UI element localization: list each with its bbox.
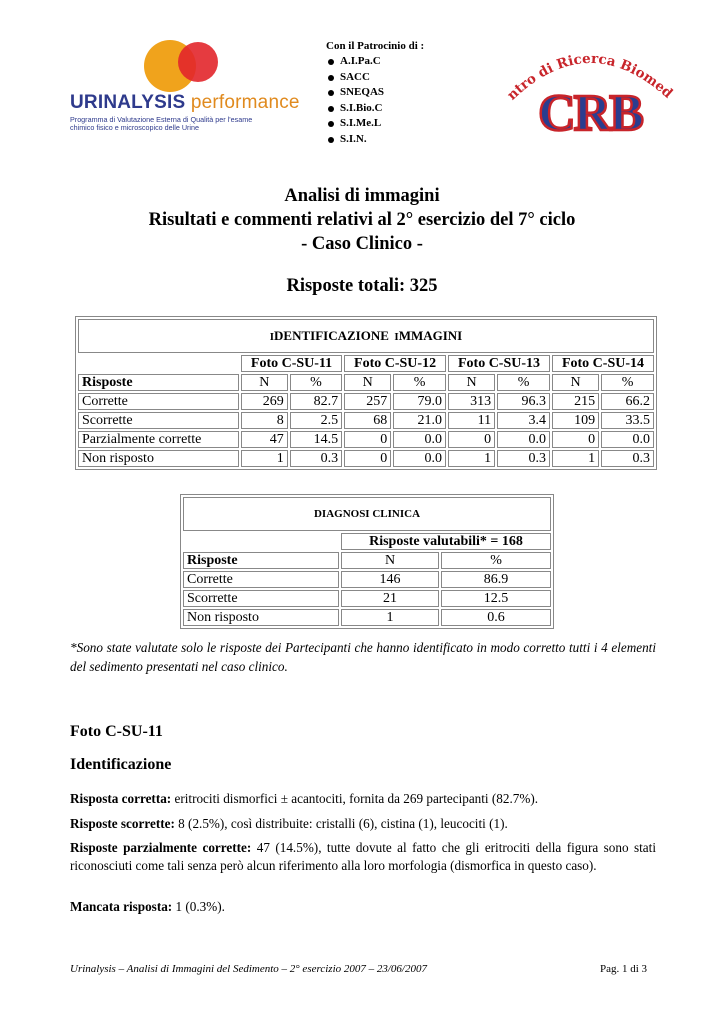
row-label: Scorrette xyxy=(78,412,239,429)
table-cell: 0.6 xyxy=(441,609,551,626)
identification-table xyxy=(75,316,657,470)
table-cell: 146 xyxy=(341,571,439,588)
table-cell: 0.0 xyxy=(497,431,550,448)
diagnosis-caption: DIAGNOSI CLINICA xyxy=(183,497,551,531)
table-cell: 313 xyxy=(448,393,495,410)
row-label: Corrette xyxy=(78,393,239,410)
table-row xyxy=(78,393,654,410)
table-cell: 0.0 xyxy=(393,450,446,467)
title-line-1: Analisi di immagini xyxy=(284,186,440,206)
table-cell: 66.2 xyxy=(601,393,654,410)
urinalysis-circles-icon xyxy=(118,38,238,94)
column-header: % xyxy=(441,552,551,569)
table-row xyxy=(78,412,654,429)
logo-subtitle: Programma di Valutazione Esterna di Qualità per l'esame chimico fisico e microscopico delle Urine xyxy=(70,115,253,132)
photo-header: Foto C-SU-12 xyxy=(344,355,446,372)
crb-arc-text: ntro di Ricerca Biomed xyxy=(505,50,675,104)
table-cell: 1 xyxy=(448,450,495,467)
missing-answer-label: Mancata risposta: xyxy=(70,899,173,914)
column-header: N xyxy=(448,374,495,391)
table-cell: 1 xyxy=(241,450,288,467)
table-cell: 82.7 xyxy=(290,393,342,410)
patron-item: A.I.Pa.C xyxy=(326,54,424,70)
table-cell: 96.3 xyxy=(497,393,550,410)
table-cell: 21.0 xyxy=(393,412,446,429)
identification-caption: IDENTIFICAZIONE IMMAGINI xyxy=(78,319,654,353)
column-header: % xyxy=(290,374,342,391)
table-cell: 8 xyxy=(241,412,288,429)
partial-answers-paragraph xyxy=(70,839,656,875)
column-header: Risposte xyxy=(183,552,339,569)
row-label: Non risposto xyxy=(183,609,339,626)
footer-left: Urinalysis – Analisi di Immagini del Sedimento – 2° esercizio 2007 – 23/06/2007 xyxy=(70,963,427,975)
table-cell: 0.3 xyxy=(290,450,342,467)
wrong-answers-paragraph xyxy=(70,815,656,833)
column-header: % xyxy=(497,374,550,391)
crb-logo xyxy=(505,36,675,141)
table-row xyxy=(78,450,654,467)
table-row xyxy=(183,571,551,588)
patronage-block xyxy=(326,40,424,147)
column-header: % xyxy=(393,374,446,391)
table-cell: 109 xyxy=(552,412,599,429)
total-responses: Risposte totali: 325 xyxy=(286,276,438,296)
table-cell: 47 xyxy=(241,431,288,448)
patron-item: SNEQAS xyxy=(326,85,424,101)
table-row xyxy=(183,609,551,626)
page-number: Pag. 1 di 3 xyxy=(600,963,648,975)
patron-list xyxy=(326,54,424,147)
row-label: Non risposto xyxy=(78,450,239,467)
logo-title-urinalysis: URINALYSIS xyxy=(70,92,186,113)
column-header: N xyxy=(552,374,599,391)
table-cell: 1 xyxy=(552,450,599,467)
correct-answer-text: eritrociti dismorfici ± acantociti, fornita da 269 partecipanti (82.7%). xyxy=(171,791,539,806)
column-header-row xyxy=(78,374,654,391)
table-cell: 1 xyxy=(341,609,439,626)
table-cell: 0.0 xyxy=(601,431,654,448)
column-header: % xyxy=(601,374,654,391)
table-cell: 0.3 xyxy=(497,450,550,467)
column-header: N xyxy=(341,552,439,569)
table-cell: 79.0 xyxy=(393,393,446,410)
logo-title-performance: performance xyxy=(190,92,300,113)
title-line-2: Risultati e commenti relativi al 2° esercizio del 7° ciclo xyxy=(148,210,576,230)
table-cell: 0 xyxy=(552,431,599,448)
table-cell: 11 xyxy=(448,412,495,429)
partial-answers-text: 47 (14.5%), tutte dovute al fatto che gli eritrociti della figura sono stati riconosciuti come tali senza però alcun riferimento alla loro morfologia (dismorfica in questo caso). xyxy=(70,840,656,873)
patronage-heading: Con il Patrocinio di : xyxy=(326,40,425,52)
table-cell: 269 xyxy=(241,393,288,410)
row-label: Parzialmente corrette xyxy=(78,431,239,448)
photo-section-title: Foto C-SU-11 xyxy=(70,723,163,740)
table-cell: 21 xyxy=(341,590,439,607)
photo-header: Foto C-SU-13 xyxy=(448,355,550,372)
table-cell: 215 xyxy=(552,393,599,410)
column-header-row xyxy=(183,552,551,569)
photo-header: Foto C-SU-14 xyxy=(552,355,654,372)
table-cell: 0 xyxy=(344,450,391,467)
table-cell: 68 xyxy=(344,412,391,429)
correct-answer-label: Risposta corretta: xyxy=(70,791,172,806)
patron-item: S.I.Me.L xyxy=(326,116,424,132)
logo-title xyxy=(70,92,300,114)
table-cell: 0 xyxy=(344,431,391,448)
wrong-answers-text: 8 (2.5%), così distribuite: cristalli (6), cistina (1), leucociti (1). xyxy=(174,816,508,831)
table-row xyxy=(183,590,551,607)
diagnosis-table xyxy=(180,494,554,629)
identification-section-title: Identificazione xyxy=(70,756,172,773)
column-header: N xyxy=(344,374,391,391)
table-cell: 0.3 xyxy=(601,450,654,467)
title-line-3: - Caso Clinico - xyxy=(301,234,423,254)
table-cell: 12.5 xyxy=(441,590,551,607)
table-cell: 257 xyxy=(344,393,391,410)
correct-answer-paragraph xyxy=(70,790,656,808)
column-header: N xyxy=(241,374,288,391)
document-title xyxy=(0,184,724,256)
photo-header-row xyxy=(78,355,654,372)
table-row xyxy=(78,431,654,448)
urinalysis-logo xyxy=(70,38,300,138)
valid-responses-header: Risposte valutabili* = 168 xyxy=(341,533,551,550)
partial-answers-label: Risposte parzialmente corrette: xyxy=(70,840,252,855)
crb-logo-graphic xyxy=(505,36,675,141)
footnote: *Sono state valutate solo le risposte dei Partecipanti che hanno identificato in modo corretto tutti i 4 elementi del sedimento presentati nel caso clinico. xyxy=(70,640,656,674)
crb-letters: CRB xyxy=(538,85,642,141)
photo-header: Foto C-SU-11 xyxy=(241,355,342,372)
row-label: Scorrette xyxy=(183,590,339,607)
patron-item: S.I.Bio.C xyxy=(326,101,424,117)
table-cell: 0.0 xyxy=(393,431,446,448)
wrong-answers-label: Risposte scorrette: xyxy=(70,816,175,831)
patron-item: SACC xyxy=(326,70,424,86)
table-cell: 3.4 xyxy=(497,412,550,429)
table-cell: 86.9 xyxy=(441,571,551,588)
table-cell: 33.5 xyxy=(601,412,654,429)
patron-item: S.I.N. xyxy=(326,132,424,148)
table-cell: 14.5 xyxy=(290,431,342,448)
row-label: Corrette xyxy=(183,571,339,588)
missing-answer-paragraph xyxy=(70,898,656,916)
missing-answer-text: 1 (0.3%). xyxy=(172,899,225,914)
column-header: Risposte xyxy=(78,374,239,391)
table-cell: 0 xyxy=(448,431,495,448)
table-cell: 2.5 xyxy=(290,412,342,429)
